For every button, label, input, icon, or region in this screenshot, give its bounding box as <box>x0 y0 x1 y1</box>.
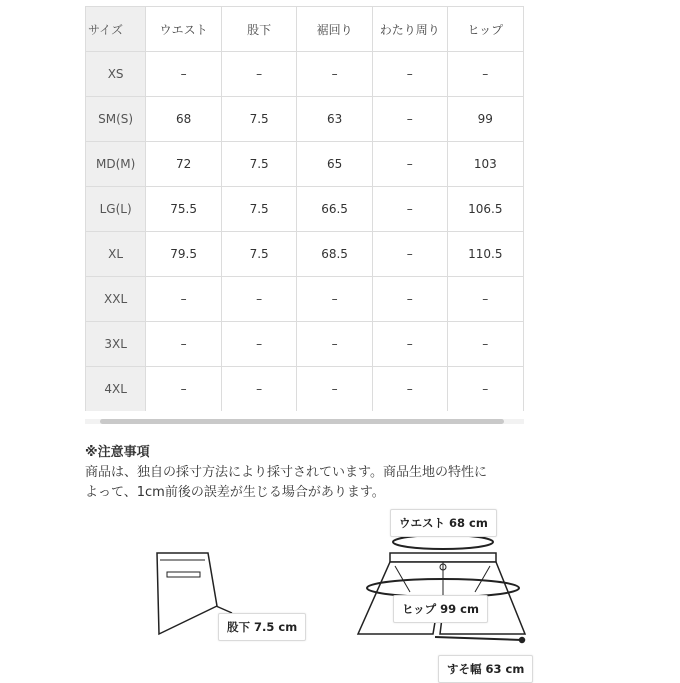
notes-line-1: 商品は、独自の採寸方法により採寸されています。商品生地の特性に <box>85 465 487 480</box>
cell-hip: – <box>447 52 523 97</box>
cell-hip: 106.5 <box>447 187 523 232</box>
hip-callout <box>393 595 488 623</box>
inseam-value: 7.5 cm <box>254 620 298 634</box>
header-size: サイズ <box>86 7 146 52</box>
row-size-label: 3XL <box>86 322 146 367</box>
cell-hem: 63 <box>297 97 373 142</box>
table-row <box>86 322 524 367</box>
cell-thigh: – <box>372 52 447 97</box>
cell-inseam: – <box>222 367 297 412</box>
cell-hem: 66.5 <box>297 187 373 232</box>
size-table <box>85 6 524 411</box>
table-row <box>86 52 524 97</box>
hem-callout <box>438 655 533 683</box>
cell-hem: 65 <box>297 142 373 187</box>
cell-waist: 75.5 <box>146 187 222 232</box>
table-row <box>86 232 524 277</box>
table-row <box>86 277 524 322</box>
cell-hip: 99 <box>447 97 523 142</box>
header-hip: ヒップ <box>447 7 523 52</box>
cell-hip: – <box>447 277 523 322</box>
cell-waist: – <box>146 322 222 367</box>
cell-thigh: – <box>372 142 447 187</box>
size-table-container <box>85 6 524 411</box>
cell-waist: – <box>146 367 222 412</box>
cell-inseam: 7.5 <box>222 97 297 142</box>
row-size-label: MD(M) <box>86 142 146 187</box>
cell-thigh: – <box>372 367 447 412</box>
horizontal-scrollbar-thumb[interactable] <box>100 419 504 424</box>
row-size-label: SM(S) <box>86 97 146 142</box>
table-row <box>86 142 524 187</box>
cell-waist: 72 <box>146 142 222 187</box>
cell-inseam: 7.5 <box>222 232 297 277</box>
header-inseam: 股下 <box>222 7 297 52</box>
row-size-label: XL <box>86 232 146 277</box>
cell-hip: 103 <box>447 142 523 187</box>
table-row <box>86 367 524 412</box>
cell-inseam: – <box>222 322 297 367</box>
cell-waist: – <box>146 52 222 97</box>
cell-inseam: 7.5 <box>222 187 297 232</box>
cell-hip: – <box>447 367 523 412</box>
notes-title: ※注意事項 <box>85 445 150 460</box>
inseam-label: 股下 <box>227 620 250 634</box>
notes-section <box>85 443 565 503</box>
cell-thigh: – <box>372 322 447 367</box>
hem-value: 63 cm <box>485 662 525 676</box>
cell-hip: 110.5 <box>447 232 523 277</box>
cell-hem: – <box>297 277 373 322</box>
shorts-measurement-diagram <box>0 500 680 680</box>
header-hem: 裾回り <box>297 7 373 52</box>
cell-waist: 68 <box>146 97 222 142</box>
waist-label: ウエスト <box>399 516 445 530</box>
notes-line-2: よって、1cm前後の誤差が生じる場合があります。 <box>85 485 385 500</box>
cell-hem: 68.5 <box>297 232 373 277</box>
cell-thigh: – <box>372 277 447 322</box>
row-size-label: XS <box>86 52 146 97</box>
cell-inseam: – <box>222 277 297 322</box>
row-size-label: XXL <box>86 277 146 322</box>
waist-value: 68 cm <box>449 516 488 530</box>
waist-callout <box>390 509 497 537</box>
cell-hem: – <box>297 367 373 412</box>
cell-waist: 79.5 <box>146 232 222 277</box>
cell-hip: – <box>447 322 523 367</box>
cell-hem: – <box>297 52 373 97</box>
table-row <box>86 97 524 142</box>
cell-inseam: 7.5 <box>222 142 297 187</box>
cell-waist: – <box>146 277 222 322</box>
cell-thigh: – <box>372 97 447 142</box>
hip-value: 99 cm <box>440 602 479 616</box>
row-size-label: LG(L) <box>86 187 146 232</box>
shorts-front-view-icon <box>358 535 525 643</box>
hem-label: すそ幅 <box>447 662 482 676</box>
header-thigh: わたり周り <box>372 7 447 52</box>
cell-hem: – <box>297 322 373 367</box>
cell-thigh: – <box>372 187 447 232</box>
cell-thigh: – <box>372 232 447 277</box>
hip-label: ヒップ <box>402 602 437 616</box>
table-row <box>86 187 524 232</box>
row-size-label: 4XL <box>86 367 146 412</box>
inseam-callout <box>218 613 306 641</box>
header-waist: ウエスト <box>146 7 222 52</box>
table-header-row <box>86 7 524 52</box>
cell-inseam: – <box>222 52 297 97</box>
